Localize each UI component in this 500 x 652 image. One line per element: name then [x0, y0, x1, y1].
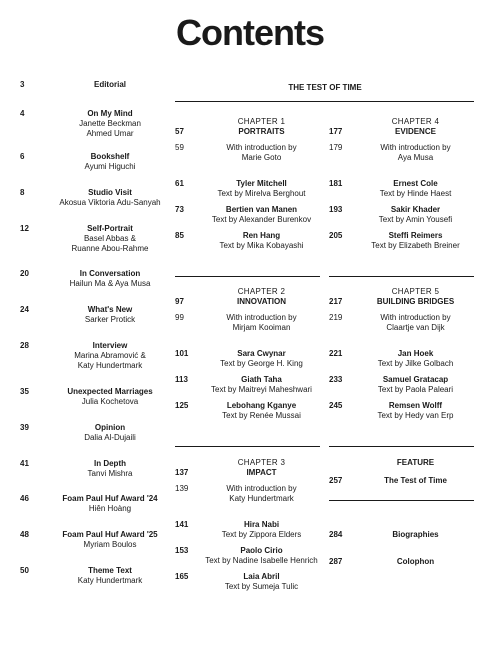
article-text	[357, 231, 474, 251]
article-text	[357, 401, 474, 421]
article-entry[interactable]	[329, 375, 474, 395]
article-title: Remsen Wolff	[388, 401, 443, 410]
article-title: Sara Cwynar	[237, 349, 286, 358]
chapter-label: CHAPTER 5	[391, 287, 440, 296]
toc-entry-title: Studio Visit	[88, 188, 132, 197]
intro-page-number: 219	[329, 313, 343, 322]
article-author: Text by Mirelva Berghout	[217, 189, 306, 198]
intro-line: Marie Goto	[241, 153, 282, 162]
article-author: Text by Alexander Burenkov	[211, 215, 312, 224]
toc-entry-author: Basel Abbas &	[83, 234, 137, 243]
toc-entry[interactable]	[20, 109, 166, 139]
article-text	[357, 205, 474, 225]
chapter-intro[interactable]	[175, 484, 320, 504]
extra-title: Colophon	[396, 557, 435, 566]
chapter-heading[interactable]	[329, 117, 474, 137]
section-heading: THE TEST OF TIME	[288, 83, 362, 92]
toc-entry-title: Unexpected Marriages	[67, 387, 153, 396]
page-title: Contents	[176, 12, 324, 53]
chapter-title: PORTRAITS	[238, 127, 285, 136]
intro-page-number: 59	[175, 143, 184, 152]
chapter-heading-text	[203, 287, 320, 307]
chapter-intro[interactable]	[175, 313, 320, 333]
article-page-number: 85	[175, 231, 184, 240]
toc-entry-text	[54, 152, 166, 172]
toc-entry-author: Hiên Hoàng	[88, 504, 132, 513]
article-author: Text by Hedy van Erp	[377, 411, 454, 420]
toc-entry[interactable]	[20, 530, 166, 550]
article-entry[interactable]	[175, 520, 320, 540]
chapter-title: BUILDING BRIDGES	[376, 297, 455, 306]
article-author: Text by Zippora Elders	[221, 530, 302, 539]
article-title: Steffi Reimers	[388, 231, 443, 240]
toc-page-number: 6	[20, 152, 25, 161]
chapter-page-number: 57	[175, 127, 184, 136]
article-author: Text by Amin Yousefi	[378, 215, 453, 224]
article-text	[203, 375, 320, 395]
chapter-heading[interactable]	[175, 458, 320, 478]
chapter-heading[interactable]	[175, 117, 320, 137]
article-entry[interactable]	[175, 349, 320, 369]
article-text	[203, 231, 320, 251]
toc-entry-title: Bookshelf	[90, 152, 130, 161]
chapter-divider	[329, 276, 474, 277]
toc-entry-title: Opinion	[94, 423, 126, 432]
intro-page-number: 139	[175, 484, 189, 493]
toc-entry-text	[54, 566, 166, 586]
chapter-heading-text	[357, 117, 474, 137]
toc-entry-text	[54, 305, 166, 325]
article-page-number: 73	[175, 205, 184, 214]
chapter-heading[interactable]	[175, 287, 320, 307]
chapter-intro[interactable]	[175, 143, 320, 163]
toc-entry[interactable]	[20, 224, 166, 254]
article-page-number: 113	[175, 375, 188, 384]
article-entry[interactable]	[175, 179, 320, 199]
toc-entry-author: Julia Kochetova	[81, 397, 139, 406]
toc-entry-text	[54, 109, 166, 139]
toc-entry[interactable]	[20, 188, 166, 208]
section-rule	[175, 101, 474, 102]
article-page-number: 221	[329, 349, 343, 358]
intro-text	[357, 143, 474, 163]
toc-entry-title: On My Mind	[87, 109, 133, 118]
toc-entry-author: Ruanne Abou-Rahme	[71, 244, 149, 253]
article-text	[203, 572, 320, 592]
intro-text	[203, 143, 320, 163]
chapter-heading-text	[203, 458, 320, 478]
article-text	[203, 179, 320, 199]
article-page-number: 193	[329, 205, 343, 214]
toc-entry-text	[54, 459, 166, 479]
article-page-number: 125	[175, 401, 189, 410]
toc-entry-title: Theme Text	[88, 566, 132, 575]
article-author: Text by George H. King	[220, 359, 303, 368]
article-title: Tyler Mitchell	[236, 179, 287, 188]
article-title: Ren Hang	[242, 231, 281, 240]
intro-line: With introduction by	[380, 313, 451, 322]
toc-entry[interactable]	[20, 305, 166, 325]
toc-entry-title: Editorial	[93, 80, 126, 89]
toc-entry-author: Hailun Ma & Aya Musa	[69, 279, 151, 288]
intro-line: With introduction by	[226, 484, 297, 493]
toc-page-number: 4	[20, 109, 25, 118]
feature-heading	[329, 458, 474, 468]
chapter-title: IMPACT	[246, 468, 277, 477]
article-entry[interactable]	[329, 231, 474, 251]
article-entry[interactable]	[329, 205, 474, 225]
toc-page-number: 12	[20, 224, 29, 233]
toc-entry-author: Katy Hundertmark	[77, 361, 143, 370]
toc-entry-author: Janette Beckman	[79, 119, 141, 128]
intro-line: Claartje van Dijk	[386, 323, 445, 332]
toc-page-number: 39	[20, 423, 29, 432]
toc-entry[interactable]	[20, 494, 166, 514]
toc-page-number: 8	[20, 188, 25, 197]
chapter-divider	[329, 446, 474, 447]
intro-text	[357, 313, 474, 333]
toc-entry-author: Ahmed Umar	[86, 129, 134, 138]
article-author: Text by Paola Paleari	[377, 385, 454, 394]
article-entry[interactable]	[175, 205, 320, 225]
feature-page-number: 257	[329, 476, 343, 485]
extra-page-number: 287	[329, 557, 343, 566]
intro-line: Aya Musa	[397, 153, 434, 162]
article-entry[interactable]	[329, 179, 474, 199]
toc-page-number: 24	[20, 305, 29, 314]
toc-entry-title: Foam Paul Huf Award '25	[62, 530, 158, 539]
toc-entry-author: Myriam Boulos	[83, 540, 137, 549]
toc-entry[interactable]	[20, 341, 166, 371]
article-entry[interactable]	[175, 401, 320, 421]
chapter-title: EVIDENCE	[395, 127, 436, 136]
toc-page-number: 48	[20, 530, 29, 539]
chapter-intro[interactable]	[329, 313, 474, 333]
chapter-heading-text	[203, 117, 320, 137]
feature-divider	[329, 500, 474, 501]
toc-entry-text	[54, 80, 166, 90]
chapter-heading-text	[357, 287, 474, 307]
intro-page-number: 99	[175, 313, 184, 322]
chapter-page-number: 217	[329, 297, 343, 306]
extra-entry[interactable]	[329, 557, 474, 567]
article-author: Text by Mika Kobayashi	[219, 241, 304, 250]
toc-entry-author: Katy Hundertmark	[77, 576, 143, 585]
toc-page-number: 20	[20, 269, 29, 278]
toc-entry-title: Interview	[92, 341, 128, 350]
article-text	[357, 349, 474, 369]
intro-line: With introduction by	[380, 143, 451, 152]
toc-entry-text	[54, 423, 166, 443]
article-title: Hira Nabi	[243, 520, 280, 529]
toc-entry-text	[54, 387, 166, 407]
article-author: Text by Hinde Haest	[379, 189, 452, 198]
chapter-intro[interactable]	[329, 143, 474, 163]
toc-entry[interactable]	[20, 423, 166, 443]
article-author: Text by Jilke Golbach	[377, 359, 454, 368]
intro-text	[203, 484, 320, 504]
chapter-label: CHAPTER 2	[237, 287, 286, 296]
toc-entry[interactable]	[20, 80, 166, 90]
intro-text	[203, 313, 320, 333]
toc-entry-title: In Conversation	[79, 269, 141, 278]
toc-entry-author: Tanvi Mishra	[87, 469, 133, 478]
article-text	[203, 546, 320, 566]
toc-entry-author: Ayumi Higuchi	[84, 162, 136, 171]
toc-page-number: 28	[20, 341, 29, 350]
intro-line: With introduction by	[226, 313, 297, 322]
toc-entry-text	[54, 494, 166, 514]
intro-line: Mirjam Kooiman	[232, 323, 291, 332]
toc-entry[interactable]	[20, 566, 166, 586]
article-title: Giath Taha	[241, 375, 282, 384]
article-page-number: 245	[329, 401, 343, 410]
chapter-page-number: 137	[175, 468, 189, 477]
feature-label: FEATURE	[396, 458, 435, 467]
article-title: Jan Hoek	[397, 349, 434, 358]
article-author: Text by Sumeja Tulic	[224, 582, 299, 591]
extra-title: Biographies	[392, 530, 439, 539]
article-text	[203, 520, 320, 540]
extra-page-number: 284	[329, 530, 343, 539]
article-entry[interactable]	[175, 546, 320, 566]
article-page-number: 141	[175, 520, 189, 529]
toc-entry-title: Self-Portrait	[87, 224, 133, 233]
toc-page-number: 41	[20, 459, 29, 468]
chapter-divider	[175, 446, 320, 447]
article-title: Sakir Khader	[390, 205, 441, 214]
intro-page-number: 179	[329, 143, 343, 152]
article-entry[interactable]	[329, 401, 474, 421]
article-author: Text by Renée Mussai	[222, 411, 301, 420]
article-text	[357, 375, 474, 395]
intro-line: With introduction by	[226, 143, 297, 152]
article-text	[203, 401, 320, 421]
toc-entry[interactable]	[20, 459, 166, 479]
article-page-number: 205	[329, 231, 343, 240]
toc-entry-text	[54, 224, 166, 254]
feature-entry[interactable]	[329, 476, 474, 486]
article-title: Paolo Cirio	[240, 546, 283, 555]
toc-entry-title: In Depth	[94, 459, 126, 468]
toc-entry-text	[54, 530, 166, 550]
article-title: Laia Abril	[243, 572, 280, 581]
article-title: Bertien van Manen	[225, 205, 298, 214]
article-author: Text by Nadine Isabelle Henrich	[205, 556, 318, 565]
article-entry[interactable]	[175, 231, 320, 251]
toc-entry-author: Akosua Viktoria Adu-Sanyah	[59, 198, 161, 207]
toc-entry-author: Dalia Al-Dujaili	[84, 433, 136, 442]
chapter-title: INNOVATION	[236, 297, 287, 306]
toc-entry-title: Foam Paul Huf Award '24	[62, 494, 158, 503]
feature-title: The Test of Time	[384, 476, 447, 485]
toc-page-number: 46	[20, 494, 29, 503]
toc-entry-text	[54, 269, 166, 289]
article-page-number: 233	[329, 375, 343, 384]
toc-page-number: 3	[20, 80, 25, 89]
article-title: Samuel Gratacap	[382, 375, 449, 384]
article-page-number: 181	[329, 179, 343, 188]
article-author: Text by Maitreyi Maheshwari	[211, 385, 312, 394]
extra-entry[interactable]	[329, 530, 474, 540]
toc-page-number: 50	[20, 566, 29, 575]
toc-entry-title: What's New	[87, 305, 133, 314]
article-entry[interactable]	[329, 349, 474, 369]
article-title: Lebohang Kganye	[226, 401, 297, 410]
article-text	[203, 205, 320, 225]
article-page-number: 61	[175, 179, 184, 188]
toc-entry[interactable]	[20, 387, 166, 407]
chapter-label: CHAPTER 3	[237, 458, 286, 467]
article-title: Ernest Cole	[393, 179, 438, 188]
toc-entry-author: Sarker Protick	[84, 315, 136, 324]
article-page-number: 165	[175, 572, 189, 581]
article-entry[interactable]	[175, 572, 320, 592]
chapter-heading[interactable]	[329, 287, 474, 307]
article-page-number: 153	[175, 546, 189, 555]
toc-entry-author: Marina Abramović &	[74, 351, 146, 360]
chapter-page-number: 97	[175, 297, 184, 306]
article-text	[357, 179, 474, 199]
chapter-divider	[175, 276, 320, 277]
toc-entry-text	[54, 341, 166, 371]
article-text	[203, 349, 320, 369]
toc-entry-text	[54, 188, 166, 208]
chapter-label: CHAPTER 1	[237, 117, 286, 126]
article-entry[interactable]	[175, 375, 320, 395]
toc-entry[interactable]	[20, 269, 166, 289]
intro-line: Katy Hundertmark	[229, 494, 294, 503]
article-page-number: 101	[175, 349, 189, 358]
article-author: Text by Elizabeth Breiner	[371, 241, 460, 250]
toc-page-number: 35	[20, 387, 29, 396]
chapter-page-number: 177	[329, 127, 343, 136]
chapter-label: CHAPTER 4	[391, 117, 440, 126]
toc-entry[interactable]	[20, 152, 166, 172]
